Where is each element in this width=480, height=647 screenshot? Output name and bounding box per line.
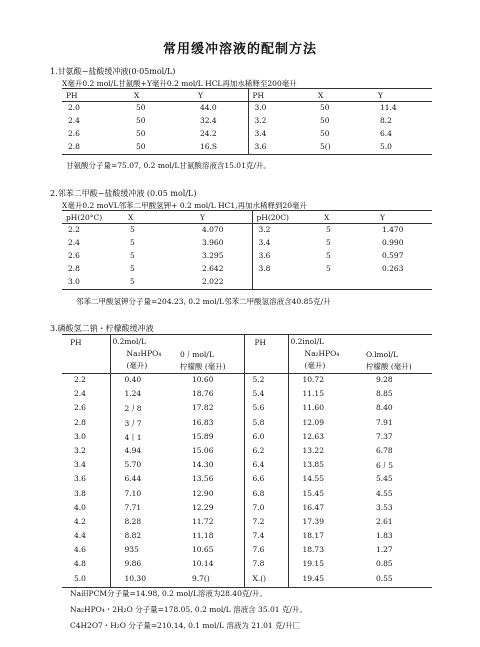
table-cell: 7.10: [124, 488, 142, 498]
table-cell: 24.2: [194, 128, 248, 141]
table-cell: 4.0: [62, 502, 110, 516]
table-cell: 3.2: [258, 225, 271, 234]
table-row: [62, 544, 432, 558]
column-header: X: [128, 213, 134, 222]
table-cell: 4.6: [62, 544, 110, 558]
table-cell: 7.2: [244, 516, 288, 530]
table-cell: 19.15: [302, 559, 324, 569]
table-row: [62, 128, 432, 141]
table-cell: 6.8: [244, 488, 288, 502]
table-row: [62, 530, 432, 544]
table-cell: 2.022: [196, 276, 252, 290]
unit-left-header: (毫升): [126, 361, 148, 370]
table-cell: 50: [320, 129, 330, 138]
table-row: [62, 374, 432, 389]
table-row: [62, 502, 432, 516]
table-cell: 4丨1: [124, 432, 142, 442]
section2-formula: X毫升0.2 moVL邻苯二甲酸氢钾+ 0.2 mol/L HC1,再加水稀释到20毫升: [62, 201, 308, 210]
table-row: [62, 473, 432, 487]
table-cell: 5.0: [380, 142, 392, 151]
table-cell: 5: [130, 238, 135, 247]
table-row: [62, 388, 432, 402]
table-cell: [376, 276, 432, 290]
table-cell: 6.6: [244, 473, 288, 487]
table-cell: 2.6: [68, 129, 80, 138]
table-row: [62, 141, 432, 155]
section3-note-3: C4H2O7・H₂O 分子量=210.14, 0.1 mol/L 溶液为 21.01 克/升匚: [70, 621, 301, 630]
section2-heading: 2.邻苯二甲酸−盐酸缓冲液 (0.05 mol/L): [50, 189, 197, 198]
table-cell: 1.24: [124, 389, 142, 399]
header-row: [62, 89, 432, 102]
table-cell: 7.91: [376, 417, 393, 427]
table-cell: 4.070: [196, 224, 252, 238]
column-header: Y: [380, 213, 385, 222]
table-cell: 6.0: [244, 431, 288, 445]
column-header: X: [318, 91, 324, 100]
section3-note-1: Na田PCM分子量=14.98, 0.2 mol/L溶液为28.40克/升。: [70, 589, 267, 598]
table-cell: 3.2: [62, 445, 110, 459]
table-cell: 5.4: [244, 388, 288, 402]
table-cell: 2.6: [68, 251, 80, 260]
table-cell: 5: [130, 264, 135, 273]
table-cell: 50: [136, 129, 146, 138]
table-row: [62, 445, 432, 459]
acid-left-name-header: 柠檬酸 (毫升): [180, 362, 226, 371]
table-cell: 3.6: [254, 142, 267, 151]
table-cell: 3.8: [258, 264, 271, 273]
table-cell: 8.85: [376, 389, 393, 399]
table-cell: 50: [320, 103, 330, 112]
table-cell: 5: [130, 225, 135, 234]
table-cell: 18.17: [302, 531, 324, 541]
table-cell: 9.86: [124, 559, 142, 569]
table-row: [62, 573, 432, 588]
column-header: PH: [252, 91, 265, 100]
table-cell: 5: [326, 225, 331, 234]
table-cell: 32.4: [194, 115, 248, 128]
table-cell: 5.6: [244, 402, 288, 416]
table-cell: 5: [326, 238, 331, 247]
table-row: [62, 115, 432, 128]
table-cell: 17.82: [178, 402, 244, 416]
table-cell: 11.72: [178, 516, 244, 530]
table-cell: 7.71: [124, 502, 142, 512]
table-cell: 1.83: [376, 531, 393, 541]
table-cell: 3.0: [62, 431, 110, 445]
table-cell: 3.53: [376, 502, 393, 512]
column-header: X: [324, 213, 330, 222]
table-cell: 4.4: [62, 530, 110, 544]
table-cell: 2.642: [196, 263, 252, 276]
table-cell: 6.2: [244, 445, 288, 459]
table-cell: 16.S: [194, 141, 248, 155]
table-cell: 10.65: [178, 544, 244, 558]
table-cell: 5.45: [376, 474, 393, 484]
unit-right-header: (毫升): [304, 361, 326, 370]
table-cell: 3.295: [196, 250, 252, 263]
table-cell: 2.61: [376, 516, 393, 526]
table-cell: 50: [136, 142, 146, 151]
section3-note-2: Na₂HPO₄・2H₂O 分子量=178.05, 0.2 mol/L 溶液含 35.01 克/升。: [70, 605, 307, 614]
table-cell: 11.15: [302, 389, 324, 399]
phthalate-hcl-table: [62, 210, 432, 290]
table-cell: 3.4: [62, 459, 110, 473]
salt-left-header: Na₂HPO₄: [126, 349, 162, 358]
table-cell: 14.55: [302, 474, 324, 484]
table-cell: 8.2: [380, 116, 392, 125]
table-row: [62, 276, 432, 290]
table-cell: [252, 276, 320, 290]
salt-right-header: Na₂HPO₄: [304, 349, 340, 358]
table-row: [62, 263, 432, 276]
acid-right-conc-header: O.lmol/L: [366, 350, 399, 359]
table-cell: 2.2: [62, 374, 110, 389]
table-cell: 3.0: [254, 103, 267, 112]
table-cell: 0.990: [382, 238, 404, 247]
table-cell: 7.8: [244, 558, 288, 572]
table-cell: 16.47: [302, 502, 324, 512]
table-row: [62, 102, 432, 116]
table-cell: 15.06: [178, 445, 244, 459]
table-row: [62, 558, 432, 572]
table-cell: 9.28: [376, 375, 393, 384]
section3-heading: 3.磷酸氢二钠・柠檬酸缓冲液: [50, 324, 154, 333]
table-cell: 0.40: [124, 375, 142, 384]
table-cell: 3.6: [62, 473, 110, 487]
table-cell: 2.8: [68, 264, 80, 273]
section1-formula: X毫升0.2 mol/L甘氨酸+Y毫升0.2 mol/L HCL再加水稀释至200毫升: [62, 79, 297, 88]
table-cell: 3.4: [258, 238, 271, 247]
column-header: Y: [378, 91, 383, 100]
header-row: [62, 211, 432, 224]
table-cell: 19.45: [302, 573, 324, 583]
table-cell: 5.2: [244, 374, 288, 389]
table-cell: 13.85: [302, 460, 324, 470]
table-row: [62, 417, 432, 431]
table-cell: 15.45: [302, 488, 324, 498]
table-cell: 1.27: [376, 545, 393, 555]
table-cell: 11.4: [380, 103, 397, 112]
table-cell: 18.73: [302, 545, 324, 555]
table-cell: 9.7(): [178, 573, 244, 588]
table-cell: 2.0: [68, 103, 80, 112]
table-cell: 0.597: [382, 251, 404, 260]
table-cell: [320, 276, 376, 290]
table-row: [62, 250, 432, 263]
table-cell: 4.55: [376, 488, 393, 498]
column-header: Y: [194, 89, 248, 102]
table-cell: 14.30: [178, 459, 244, 473]
table-cell: 8.28: [124, 516, 142, 526]
table-cell: 11.60: [302, 403, 324, 413]
table-cell: 7.6: [244, 544, 288, 558]
table-cell: 5.8: [244, 417, 288, 431]
column-header: X: [134, 91, 140, 100]
table-cell: 7.37: [376, 431, 393, 441]
table-cell: 5.70: [124, 460, 142, 470]
column-header: pH(20°C): [66, 213, 103, 222]
table-cell: 10.14: [178, 558, 244, 572]
ph-header-right: PH: [244, 335, 288, 374]
table-row: [62, 402, 432, 416]
table-cell: 8.82: [124, 531, 142, 541]
table-cell: X.(): [244, 573, 288, 588]
acid-left-conc-header: 0丿mol/L: [180, 350, 214, 359]
table-cell: 3.8: [62, 488, 110, 502]
table-cell: 5.0: [62, 573, 110, 588]
table-row: [62, 224, 432, 238]
table-cell: 12.90: [178, 488, 244, 502]
table-cell: 4.94: [124, 445, 142, 455]
table-cell: 12.63: [302, 431, 324, 441]
ph-header-left: PH: [62, 335, 110, 374]
table-cell: 6.4: [244, 459, 288, 473]
table-cell: 12.09: [302, 417, 324, 427]
table-cell: 44.0: [194, 102, 248, 116]
table-cell: 8.40: [376, 403, 393, 413]
table-cell: 50: [136, 103, 146, 112]
table-cell: 2.8: [68, 142, 80, 151]
table-cell: 2.8: [62, 417, 110, 431]
table-cell: 13.22: [302, 445, 324, 455]
table-cell: 10.60: [178, 374, 244, 389]
table-cell: 13.56: [178, 473, 244, 487]
column-header: pH(20C): [256, 213, 289, 222]
table-cell: 5: [326, 264, 331, 273]
table-cell: 3.0: [68, 277, 80, 286]
table-cell: 0.263: [382, 264, 404, 273]
page-title: 常用缓冲溶液的配制方法: [162, 42, 317, 57]
phosphate-citrate-table: [62, 334, 432, 588]
table-cell: 1.470: [382, 225, 404, 234]
table-cell: 0.85: [376, 559, 393, 569]
table-cell: 5(): [320, 142, 331, 151]
table-cell: 6.44: [124, 474, 142, 484]
table-cell: 6.78: [376, 445, 393, 455]
table-cell: 17.39: [302, 516, 324, 526]
table-row: [62, 431, 432, 445]
table-cell: 50: [136, 116, 146, 125]
table-cell: 7.0: [244, 502, 288, 516]
column-header: PH: [66, 91, 78, 100]
conc-left-header: 0.2mol/L: [112, 337, 146, 346]
table-cell: 6.4: [380, 129, 392, 138]
table-cell: 2.4: [62, 388, 110, 402]
table-cell: 2.4: [68, 116, 80, 125]
table-cell: 3丿7: [124, 418, 142, 428]
section1-heading: 1.甘氨酸−盐酸缓冲液(0·05mol/L): [50, 67, 176, 76]
table-cell: 4.8: [62, 558, 110, 572]
section1-note: 甘氨酸分子量=75.07, 0.2 mol/L甘氨酸溶液含15.01克/升。: [66, 161, 271, 170]
conc-right-header: 0.2inol/L: [290, 337, 325, 346]
table-row: [62, 237, 432, 250]
table-cell: 7.4: [244, 530, 288, 544]
table-cell: 3.6: [258, 251, 271, 260]
acid-right-name-header: 柠檬酸 (毫升): [366, 362, 412, 371]
table-cell: 2丿8: [124, 404, 142, 414]
table-cell: 5: [130, 277, 135, 286]
table-cell: 18.76: [178, 388, 244, 402]
table-cell: 4.2: [62, 516, 110, 530]
table-cell: 10.30: [124, 573, 146, 583]
table-cell: 2.4: [68, 238, 80, 247]
section2-note: 邻苯二甲酸氢钾分子量=204.23, 0.2 mol/L邻苯二甲酸氢溶液含40.85克/升: [76, 297, 331, 306]
table-cell: 0.55: [376, 573, 393, 583]
table-cell: 15.89: [178, 431, 244, 445]
table-cell: 11.18: [178, 530, 244, 544]
table-row: [62, 459, 432, 473]
table-cell: 2.6: [62, 402, 110, 416]
table-cell: 12.29: [178, 502, 244, 516]
table-cell: 2.2: [68, 225, 80, 234]
table-row: [62, 488, 432, 502]
table-cell: 5: [326, 251, 331, 260]
table-cell: 3.4: [254, 129, 267, 138]
table-row: [62, 516, 432, 530]
glycine-hcl-table: [62, 88, 432, 155]
table-cell: 10.72: [302, 375, 324, 384]
table-cell: 50: [320, 116, 330, 125]
table-cell: 16.83: [178, 417, 244, 431]
table-cell: 6丿5: [376, 461, 394, 471]
table-cell: 5: [130, 251, 135, 260]
table-cell: 935: [124, 545, 139, 555]
table-cell: 3.960: [196, 237, 252, 250]
column-header: Y: [196, 211, 252, 224]
table-cell: 3.2: [254, 116, 267, 125]
